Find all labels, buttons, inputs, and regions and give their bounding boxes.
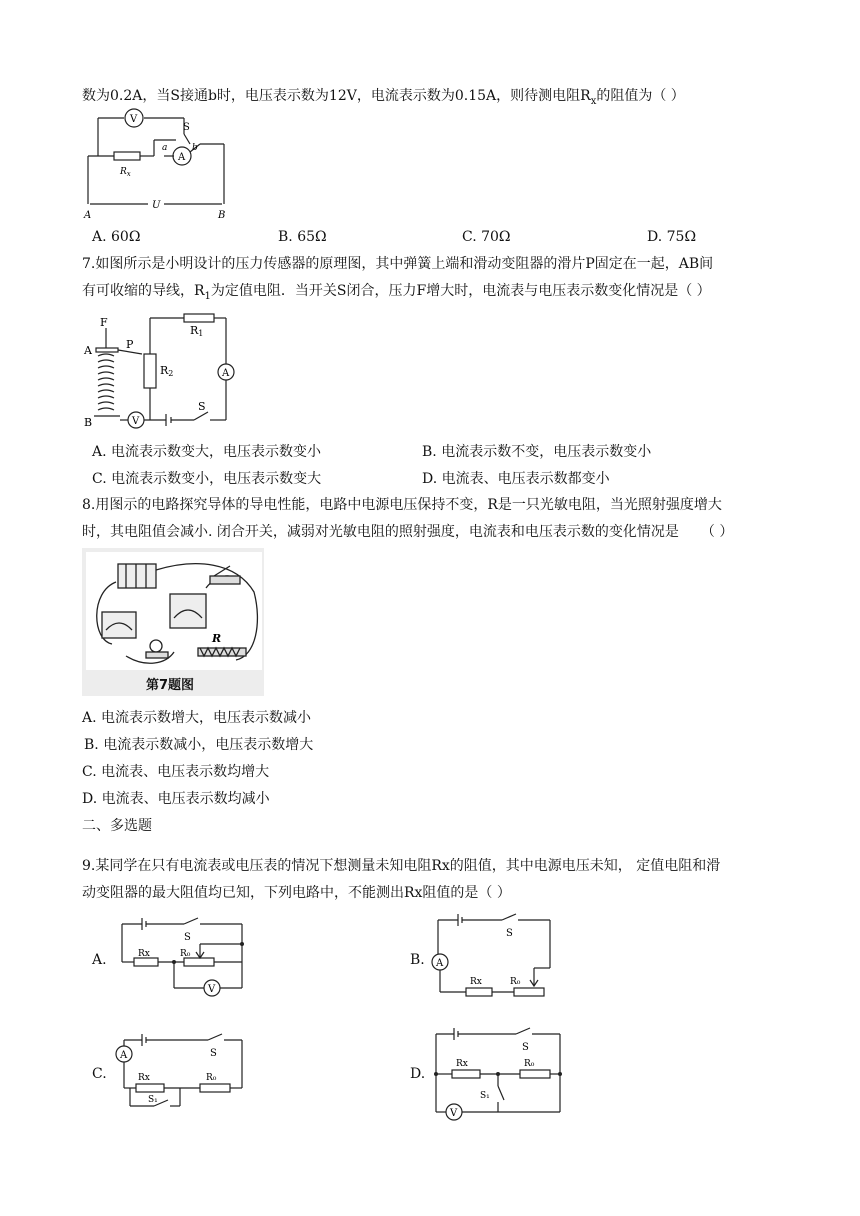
q9-option-a-label[interactable]: A. xyxy=(92,952,107,968)
q8-apparatus-figure xyxy=(86,552,262,670)
q8-stem-line-1: 8.用图示的电路探究导体的导电性能，电路中电源电压保持不变，R是一只光敏电阻，当光照射强度增大 xyxy=(82,497,722,513)
q9-a-r0-label: R₀ xyxy=(180,949,191,959)
q9-b-r0-label: R₀ xyxy=(510,977,521,987)
q9-b-switch-label: S xyxy=(506,928,513,939)
q7-fig-p-label: P xyxy=(126,338,134,351)
q8-stem-line-2: 时，其电阻值会减小. 闭合开关，减弱对光敏电阻的照射强度，电流表和电压表示数的变化情况是 （ ） xyxy=(82,524,734,540)
q6-fig-u-label: U xyxy=(152,200,161,211)
q6-stem-end: 的阻值为（ ） xyxy=(596,88,685,104)
q6-stem-text: 数为0.2A，当S接通b时，电压表示数为12V，电流表示数为0.15A，则待测电阻R xyxy=(82,88,591,104)
q9-c-ammeter-label: A xyxy=(120,1050,128,1061)
q9-circuit-d xyxy=(432,1024,568,1124)
q6-option-d[interactable]: D. 75Ω xyxy=(647,229,697,245)
q6-stem-line xyxy=(82,86,685,112)
q6-fig-ammeter-label: A xyxy=(178,152,186,163)
q9-a-voltmeter-label: V xyxy=(208,984,216,995)
q8-fig-r-label: R xyxy=(212,632,222,645)
q9-stem-line-1: 9.某同学在只有电流表或电压表的情况下想测量未知电阻Rx的阻值，其中电源电压未知， 定值电阻和滑 xyxy=(82,858,721,874)
q9-option-d-label[interactable]: D. xyxy=(410,1066,426,1082)
q6-fig-terminal-a: A xyxy=(84,210,92,221)
q6-fig-voltmeter-label: V xyxy=(130,114,138,125)
q6-option-c[interactable]: C. 70Ω xyxy=(462,229,511,245)
q9-d-switch-label: S xyxy=(522,1042,529,1053)
q9-c-s1-label: S₁ xyxy=(148,1095,158,1105)
q9-circuit-b xyxy=(430,910,560,1002)
q7-option-b[interactable]: B. 电流表示数不变，电压表示数变小 xyxy=(422,444,652,460)
q8-option-a[interactable]: A. 电流表示数增大，电压表示数减小 xyxy=(82,710,312,726)
q9-c-rx-label: Rx xyxy=(138,1073,150,1083)
q7-circuit-figure xyxy=(84,312,244,436)
q6-fig-b-label: b xyxy=(192,143,198,153)
section-heading-multiple-choice: 二、多选题 xyxy=(82,818,152,834)
q6-option-a[interactable]: A. 60Ω xyxy=(92,229,141,245)
q9-b-ammeter-label: A xyxy=(436,958,444,969)
q9-a-rx-label: Rx xyxy=(138,949,150,959)
q6-circuit-figure xyxy=(84,112,244,224)
q7-fig-force-label: F xyxy=(100,316,108,329)
q8-figure-caption: 第7题图 xyxy=(146,678,195,693)
q9-b-rx-label: Rx xyxy=(470,977,482,987)
q9-option-c-label[interactable]: C. xyxy=(92,1066,107,1082)
q9-d-r0-label: R₀ xyxy=(524,1059,535,1069)
q9-c-switch-label: S xyxy=(210,1048,217,1059)
q7-fig-r1-label: R1 xyxy=(190,324,204,338)
q8-option-d[interactable]: D. 电流表、电压表示数均减小 xyxy=(82,791,270,807)
q6-fig-rx-label: $R_x$ xyxy=(120,167,131,178)
q9-circuit-c xyxy=(110,1030,250,1118)
q7-option-a[interactable]: A. 电流表示数变大，电压表示数变小 xyxy=(92,444,322,460)
q7-fig-b-label: B xyxy=(84,416,93,429)
q6-stem-subscript: x xyxy=(590,95,597,107)
q9-option-b-label[interactable]: B. xyxy=(410,952,425,968)
q7-stem-line-1: 7.如图所示是小明设计的压力传感器的原理图，其中弹簧上端和滑动变阻器的滑片P固定在一起，AB间 xyxy=(82,256,714,272)
q6-fig-switch-label: S xyxy=(183,122,190,133)
q9-a-switch-label: S xyxy=(184,932,191,943)
q7-option-d[interactable]: D. 电流表、电压表示数都变小 xyxy=(422,471,610,487)
q6-option-b[interactable]: B. 65Ω xyxy=(278,229,327,245)
q9-d-voltmeter-label: V xyxy=(450,1108,458,1119)
q6-fig-a-label: a xyxy=(162,143,168,153)
q7-fig-voltmeter-label: V xyxy=(132,416,140,427)
q7-fig-switch-label: S xyxy=(198,400,206,413)
q7-stem-line-2: 有可收缩的导线，$R_1$为定值电阻．当开关S闭合，压力F增大时，电流表与电压表示数变化情况是（ ） xyxy=(82,283,711,302)
q9-d-rx-label: Rx xyxy=(456,1059,468,1069)
q6-fig-terminal-b: B xyxy=(218,210,226,221)
q7-option-c[interactable]: C. 电流表示数变小，电压表示数变大 xyxy=(92,471,322,487)
q9-stem-line-2: 动变阻器的最大阻值均已知，下列电路中，不能测出Rx阻值的是（ ） xyxy=(82,885,511,901)
q7-fig-r2-label: R2 xyxy=(160,364,174,378)
q9-c-r0-label: R₀ xyxy=(206,1073,217,1083)
q7-fig-a-label: A xyxy=(84,344,92,357)
q7-fig-ammeter-label: A xyxy=(222,368,230,379)
q9-d-s1-label: S₁ xyxy=(480,1091,490,1101)
q9-circuit-a xyxy=(118,914,248,1002)
q8-option-c[interactable]: C. 电流表、电压表示数均增大 xyxy=(82,764,270,780)
q8-option-b[interactable]: B. 电流表示数减小，电压表示数增大 xyxy=(84,737,314,753)
